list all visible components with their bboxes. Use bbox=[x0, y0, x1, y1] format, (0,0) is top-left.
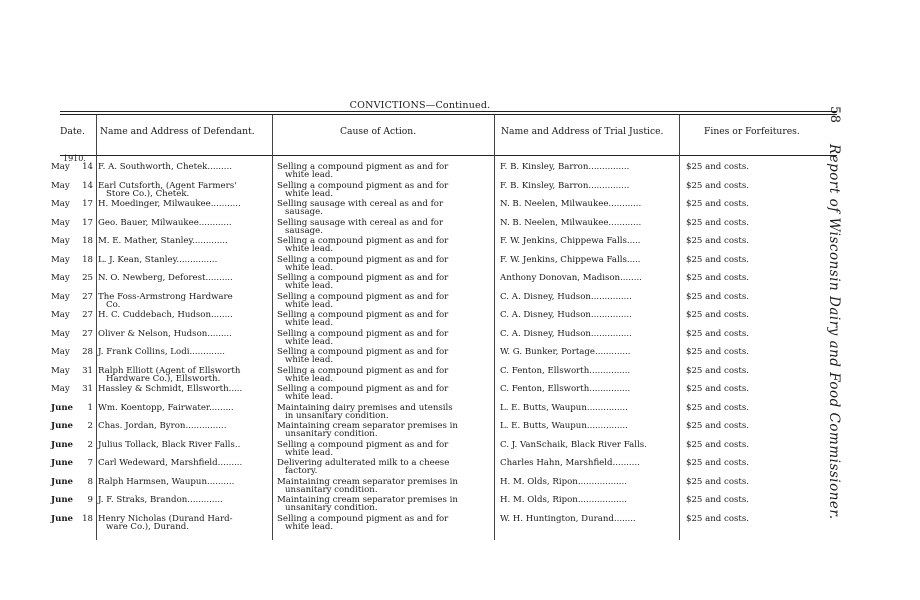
row-cause-line2: white lead. bbox=[285, 299, 334, 310]
row-cause bbox=[277, 515, 492, 531]
row-cause-line1: Selling a compound pigment as and for bbox=[277, 365, 449, 376]
row-day: 9 bbox=[87, 495, 93, 505]
row-fine: $25 and costs. bbox=[686, 217, 750, 228]
row-fine: $25 and costs. bbox=[686, 162, 750, 172]
row-defendant bbox=[98, 182, 270, 198]
row-fine: $25 and costs. bbox=[686, 476, 750, 487]
row-defendant bbox=[98, 274, 270, 282]
row-defendant-line1: Julius Tollack, Black River Falls.. bbox=[98, 439, 241, 450]
row-defendant-line1: Carl Wedeward, Marshfield......... bbox=[98, 458, 243, 468]
row-justice: H. M. Olds, Ripon.................. bbox=[500, 495, 627, 505]
row-defendant-line1: N. O. Newberg, Deforest.......... bbox=[98, 273, 233, 283]
row-month: June bbox=[51, 421, 74, 431]
row-defendant-line1: Ralph Elliott (Agent of Ellsworth bbox=[98, 365, 241, 376]
row-cause-line1: Maintaining dairy premises and utensils bbox=[277, 402, 453, 413]
row-cause-line1: Selling a compound pigment as and for bbox=[277, 439, 449, 450]
table-row bbox=[0, 478, 840, 496]
row-cause bbox=[277, 256, 492, 272]
row-day: 31 bbox=[82, 365, 93, 376]
row-defendant bbox=[98, 496, 270, 504]
table-row bbox=[0, 330, 840, 348]
table-row bbox=[0, 219, 840, 237]
row-day: 17 bbox=[82, 217, 93, 228]
table-row bbox=[0, 274, 840, 292]
column-header-cause: Cause of Action. bbox=[340, 126, 417, 137]
row-cause-line1: Selling a compound pigment as and for bbox=[277, 254, 449, 265]
row-defendant-line1: M. E. Mather, Stanley............. bbox=[98, 236, 228, 246]
table-row bbox=[0, 200, 840, 218]
row-cause bbox=[277, 182, 492, 198]
row-justice: W. H. Huntington, Durand........ bbox=[500, 513, 636, 524]
row-month: June bbox=[51, 402, 74, 413]
row-cause bbox=[277, 274, 492, 290]
table-row bbox=[0, 256, 840, 274]
row-defendant bbox=[98, 256, 270, 264]
row-defendant bbox=[98, 200, 270, 208]
row-cause-line2: white lead. bbox=[285, 281, 334, 292]
table-row bbox=[0, 163, 840, 181]
row-day: 18 bbox=[82, 254, 93, 265]
row-defendant-line1: Oliver & Nelson, Hudson......... bbox=[98, 328, 232, 339]
table-row bbox=[0, 237, 840, 255]
row-cause-line1: Selling a compound pigment as and for bbox=[277, 328, 449, 339]
row-justice: C. Fenton, Ellsworth............... bbox=[500, 365, 631, 376]
row-justice: C. A. Disney, Hudson............... bbox=[500, 310, 632, 320]
row-cause-line2: white lead. bbox=[285, 262, 334, 273]
row-defendant-line1: Hassley & Schmidt, Ellsworth..... bbox=[98, 384, 243, 394]
row-cause-line1: Delivering adulterated milk to a cheese bbox=[277, 458, 450, 468]
row-day: 27 bbox=[82, 310, 93, 320]
row-month: May bbox=[51, 217, 70, 228]
row-day: 2 bbox=[87, 439, 93, 450]
row-cause bbox=[277, 348, 492, 364]
row-justice: Anthony Donovan, Madison........ bbox=[500, 273, 642, 283]
row-day: 1 bbox=[87, 402, 93, 413]
row-cause-line1: Selling sausage with cereal as and for bbox=[277, 217, 444, 228]
row-justice: F. B. Kinsley, Barron............... bbox=[500, 162, 630, 172]
row-fine: $25 and costs. bbox=[686, 402, 750, 413]
row-cause bbox=[277, 404, 492, 420]
header-rule-bottom bbox=[60, 114, 837, 115]
row-justice: F. W. Jenkins, Chippewa Falls..... bbox=[500, 254, 641, 265]
row-justice: F. W. Jenkins, Chippewa Falls..... bbox=[500, 236, 641, 246]
row-cause-line1: Maintaining cream separator premises in bbox=[277, 495, 458, 505]
page-number: 58 bbox=[827, 106, 842, 124]
table-row bbox=[0, 459, 840, 477]
row-cause bbox=[277, 219, 492, 235]
row-cause bbox=[277, 441, 492, 457]
row-defendant bbox=[98, 478, 270, 486]
row-cause-line2: white lead. bbox=[285, 188, 334, 199]
row-defendant-line2: Store Co.), Chetek. bbox=[106, 188, 190, 199]
header-rule-top bbox=[60, 111, 837, 112]
row-cause-line2: unsanitary condition. bbox=[285, 429, 378, 440]
row-day: 28 bbox=[82, 347, 93, 357]
table-row bbox=[0, 367, 840, 385]
row-defendant-line1: H. Moedinger, Milwaukee........... bbox=[98, 199, 241, 209]
row-cause-line1: Selling a compound pigment as and for bbox=[277, 162, 449, 172]
row-cause bbox=[277, 422, 492, 438]
row-cause-line2: white lead. bbox=[285, 355, 334, 366]
row-day: 7 bbox=[87, 458, 93, 468]
row-cause bbox=[277, 459, 492, 475]
column-header-rule bbox=[60, 155, 837, 156]
row-fine: $25 and costs. bbox=[686, 439, 750, 450]
row-defendant bbox=[98, 219, 270, 227]
row-month: May bbox=[51, 162, 70, 172]
row-month: May bbox=[51, 347, 70, 357]
row-cause-line1: Selling a compound pigment as and for bbox=[277, 236, 449, 246]
row-defendant-line1: L. J. Kean, Stanley............... bbox=[98, 254, 218, 265]
row-cause-line1: Selling a compound pigment as and for bbox=[277, 347, 449, 357]
row-cause-line1: Selling a compound pigment as and for bbox=[277, 384, 449, 394]
row-month: May bbox=[51, 273, 70, 283]
row-cause-line2: white lead. bbox=[285, 318, 334, 329]
column-header-defendant: Name and Address of Defendant. bbox=[100, 126, 255, 137]
row-day: 14 bbox=[82, 162, 93, 172]
row-defendant bbox=[98, 422, 270, 430]
row-month: May bbox=[51, 236, 70, 246]
row-fine: $25 and costs. bbox=[686, 458, 750, 468]
row-day: 18 bbox=[82, 513, 93, 524]
row-fine: $25 and costs. bbox=[686, 199, 750, 209]
row-justice: H. M. Olds, Ripon.................. bbox=[500, 476, 627, 487]
row-fine: $25 and costs. bbox=[686, 310, 750, 320]
table-row bbox=[0, 515, 840, 533]
table-row bbox=[0, 422, 840, 440]
row-day: 8 bbox=[87, 476, 93, 487]
row-justice: C. J. VanSchaik, Black River Falls. bbox=[500, 439, 647, 450]
row-defendant bbox=[98, 237, 270, 245]
report-title: Report of Wisconsin Dairy and Food Commissioner. bbox=[826, 144, 842, 520]
row-month: June bbox=[51, 513, 74, 524]
row-justice: C. A. Disney, Hudson............... bbox=[500, 291, 632, 302]
row-defendant bbox=[98, 293, 270, 309]
table-row bbox=[0, 293, 840, 311]
row-day: 25 bbox=[82, 273, 93, 283]
row-day: 14 bbox=[82, 180, 93, 191]
row-cause-line1: Selling sausage with cereal as and for bbox=[277, 199, 444, 209]
row-cause-line1: Selling a compound pigment as and for bbox=[277, 310, 449, 320]
row-defendant bbox=[98, 515, 270, 531]
column-header-justice: Name and Address of Trial Justice. bbox=[501, 126, 664, 137]
row-defendant-line2: Hardware Co.), Ellsworth. bbox=[106, 373, 221, 384]
row-cause-line2: white lead. bbox=[285, 244, 334, 255]
row-cause-line2: factory. bbox=[285, 466, 318, 477]
table-row bbox=[0, 311, 840, 329]
row-day: 17 bbox=[82, 199, 93, 209]
row-cause-line1: Selling a compound pigment as and for bbox=[277, 180, 449, 191]
row-defendant bbox=[98, 348, 270, 356]
row-cause bbox=[277, 293, 492, 309]
row-month: June bbox=[51, 439, 74, 450]
table-row bbox=[0, 348, 840, 366]
row-cause-line2: white lead. bbox=[285, 392, 334, 403]
row-day: 2 bbox=[87, 421, 93, 431]
row-cause-line1: Selling a compound pigment as and for bbox=[277, 273, 449, 283]
row-cause-line2: white lead. bbox=[285, 373, 334, 384]
row-defendant-line1: Henry Nicholas (Durand Hard- bbox=[98, 513, 233, 524]
row-month: May bbox=[51, 180, 70, 191]
row-defendant bbox=[98, 163, 270, 171]
row-cause-line2: in unsanitary condition. bbox=[285, 410, 389, 421]
row-cause bbox=[277, 237, 492, 253]
column-header-date: Date. bbox=[60, 126, 85, 137]
row-day: 27 bbox=[82, 291, 93, 302]
row-cause-line2: white lead. bbox=[285, 170, 334, 181]
row-cause bbox=[277, 385, 492, 401]
row-cause bbox=[277, 311, 492, 327]
row-cause-line2: white lead. bbox=[285, 521, 334, 532]
row-fine: $25 and costs. bbox=[686, 291, 750, 302]
row-defendant bbox=[98, 404, 270, 412]
row-month: June bbox=[51, 476, 74, 487]
row-defendant-line1: Ralph Harmsen, Waupun.......... bbox=[98, 476, 235, 487]
table-row bbox=[0, 385, 840, 403]
year-label: 1910. bbox=[63, 154, 86, 163]
table-row bbox=[0, 496, 840, 514]
row-cause-line2: white lead. bbox=[285, 336, 334, 347]
row-defendant-line1: Chas. Jordan, Byron............... bbox=[98, 421, 227, 431]
row-cause bbox=[277, 200, 492, 216]
row-cause bbox=[277, 330, 492, 346]
row-cause-line2: sausage. bbox=[285, 225, 323, 236]
row-fine: $25 and costs. bbox=[686, 180, 750, 191]
row-defendant-line1: The Foss-Armstrong Hardware bbox=[98, 291, 233, 302]
row-justice: L. E. Butts, Waupun............... bbox=[500, 402, 628, 413]
row-month: May bbox=[51, 291, 70, 302]
row-fine: $25 and costs. bbox=[686, 495, 750, 505]
table-row bbox=[0, 182, 840, 200]
row-month: May bbox=[51, 365, 70, 376]
row-defendant-line2: ware Co.), Durand. bbox=[106, 521, 189, 532]
row-defendant-line1: F. A. Southworth, Chetek......... bbox=[98, 162, 232, 172]
row-month: June bbox=[51, 495, 74, 505]
row-defendant-line1: Wm. Koentopp, Fairwater......... bbox=[98, 402, 234, 413]
row-cause-line2: white lead. bbox=[285, 447, 334, 458]
row-cause bbox=[277, 163, 492, 179]
row-month: May bbox=[51, 254, 70, 265]
row-defendant bbox=[98, 330, 270, 338]
row-month: May bbox=[51, 199, 70, 209]
row-cause-line2: sausage. bbox=[285, 207, 323, 218]
row-day: 31 bbox=[82, 384, 93, 394]
row-fine: $25 and costs. bbox=[686, 384, 750, 394]
row-justice: Charles Hahn, Marshfield.......... bbox=[500, 458, 640, 468]
table-row bbox=[0, 441, 840, 459]
row-fine: $25 and costs. bbox=[686, 513, 750, 524]
row-cause-line1: Maintaining cream separator premises in bbox=[277, 476, 458, 487]
row-month: May bbox=[51, 310, 70, 320]
row-fine: $25 and costs. bbox=[686, 236, 750, 246]
row-defendant-line1: H. C. Cuddebach, Hudson........ bbox=[98, 310, 233, 320]
row-defendant bbox=[98, 459, 270, 467]
row-fine: $25 and costs. bbox=[686, 347, 750, 357]
row-day: 27 bbox=[82, 328, 93, 339]
row-justice: L. E. Butts, Waupun............... bbox=[500, 421, 628, 431]
row-cause bbox=[277, 496, 492, 512]
column-header-fines: Fines or Forfeitures. bbox=[704, 126, 800, 137]
row-defendant-line1: J. Frank Collins, Lodi............. bbox=[98, 347, 225, 357]
row-defendant bbox=[98, 441, 270, 449]
row-defendant-line2: Co. bbox=[106, 299, 121, 310]
row-cause-line1: Selling a compound pigment as and for bbox=[277, 513, 449, 524]
row-month: May bbox=[51, 328, 70, 339]
row-month: May bbox=[51, 384, 70, 394]
row-fine: $25 and costs. bbox=[686, 254, 750, 265]
table-row bbox=[0, 404, 840, 422]
row-fine: $25 and costs. bbox=[686, 273, 750, 283]
row-day: 18 bbox=[82, 236, 93, 246]
row-fine: $25 and costs. bbox=[686, 328, 750, 339]
row-cause bbox=[277, 478, 492, 494]
row-justice: C. Fenton, Ellsworth............... bbox=[500, 384, 631, 394]
row-cause-line2: unsanitary condition. bbox=[285, 484, 378, 495]
row-defendant-line1: Earl Cutsforth, (Agent Farmers' bbox=[98, 180, 237, 191]
row-cause bbox=[277, 367, 492, 383]
row-defendant bbox=[98, 311, 270, 319]
row-fine: $25 and costs. bbox=[686, 421, 750, 431]
row-justice: N. B. Neelen, Milwaukee............ bbox=[500, 217, 642, 228]
row-justice: F. B. Kinsley, Barron............... bbox=[500, 180, 630, 191]
row-cause-line1: Selling a compound pigment as and for bbox=[277, 291, 449, 302]
row-justice: C. A. Disney, Hudson............... bbox=[500, 328, 632, 339]
running-head: CONVICTIONS—Continued. bbox=[349, 100, 491, 111]
row-fine: $25 and costs. bbox=[686, 365, 750, 376]
row-justice: W. G. Bunker, Portage............. bbox=[500, 347, 631, 357]
row-justice: N. B. Neelen, Milwaukee............ bbox=[500, 199, 642, 209]
row-cause-line1: Maintaining cream separator premises in bbox=[277, 421, 458, 431]
row-defendant-line1: J. F. Straks, Brandon............. bbox=[98, 495, 223, 505]
row-defendant bbox=[98, 385, 270, 393]
row-defendant-line1: Geo. Bauer, Milwaukee............ bbox=[98, 217, 232, 228]
row-month: June bbox=[51, 458, 74, 468]
row-defendant bbox=[98, 367, 270, 383]
row-cause-line2: unsanitary condition. bbox=[285, 503, 378, 514]
